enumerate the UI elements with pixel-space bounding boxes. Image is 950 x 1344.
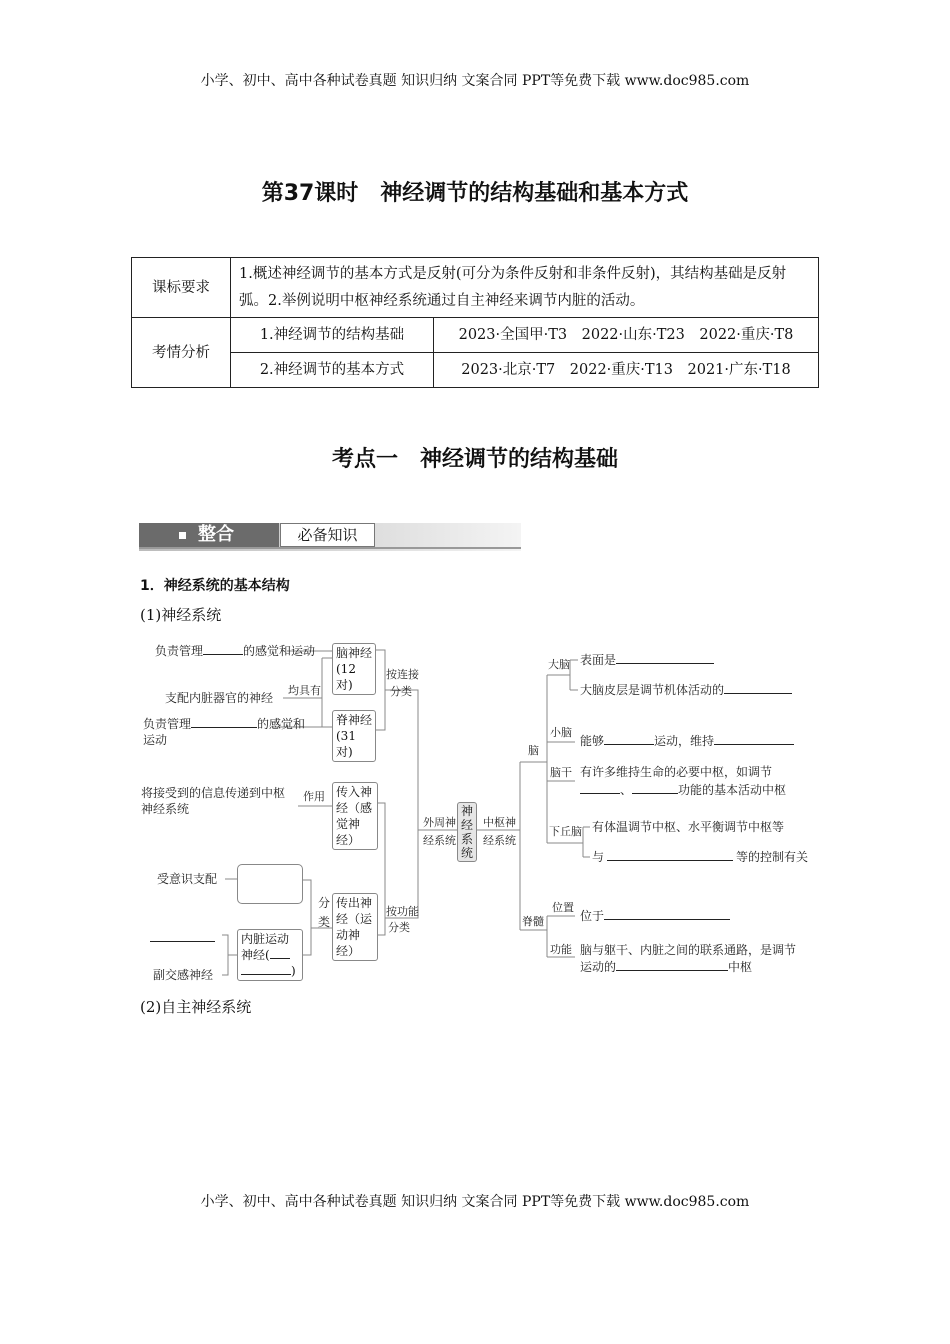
spinal-function-2: 运动的 中枢 [580, 960, 753, 974]
label-central: 中枢神 经系统 [483, 816, 516, 847]
blank-box [237, 864, 303, 904]
label-by-connection: 按连接 [386, 668, 419, 681]
label-both-have: 均具有 [288, 684, 321, 697]
label-spinal-function: 负责管理 的感觉和 运动 [143, 717, 306, 747]
label-cerebellum: 小脑 [550, 726, 572, 739]
label-brain: 脑 [528, 744, 539, 757]
cerebrum-1: 表面是 [580, 652, 714, 668]
lesson-title: 第37课时 神经调节的结构基础和基本方式 [261, 181, 689, 206]
heading-1-2: (2)自主神经系统 [140, 998, 252, 1016]
label-visceral: 支配内脏器官的神经 [165, 691, 274, 705]
curriculum-header: 课标要求 [132, 258, 231, 318]
label-parasympathetic: 副交感神经 [153, 968, 214, 982]
label-classify-2: 分类 [388, 921, 410, 934]
brainstem-2: 、 功能的基本活动中枢 [580, 782, 786, 798]
banner-left: 整合 [198, 524, 234, 545]
brainstem-1: 有许多维持生命的必要中枢，如调节 [580, 765, 773, 779]
curriculum-text: 1.概述神经调节的基本方式是反射(可分为条件反射和非条件反射)，其结构基础是反射弧。2.举例说明中枢神经系统通过自主神经来调节内脏的活动。 [231, 258, 819, 318]
spinal-position: 位于 [580, 908, 730, 924]
box-spinal-nerves: 脊神经 (31对) [332, 710, 376, 762]
label-afferent-function: 将接受到的信息传递到中枢 神经系统 [141, 786, 286, 816]
box-afferent: 传入神 经（感 觉神经） [332, 782, 378, 850]
label-cerebrum: 大脑 [548, 658, 570, 671]
heading-1-1: (1)神经系统 [140, 606, 222, 624]
refs-1: 2023·全国甲·T3 2022·山东·T23 2022·重庆·T8 [434, 318, 819, 353]
box-cranial-nerves: 脑神经 (12对) [332, 643, 376, 695]
refs-2: 2023·北京·T7 2022·重庆·T13 2021·广东·T18 [434, 353, 819, 388]
label-fen: 分 [318, 896, 331, 910]
topic-2: 2.神经调节的基本方式 [231, 353, 434, 388]
label-role: 作用 [303, 790, 325, 803]
cerebrum-2: 大脑皮层是调节机体活动的 [580, 682, 792, 698]
label-by-function: 按功能 [386, 905, 419, 918]
analysis-header: 考情分析 [132, 318, 231, 388]
hypothalamus-2: 与 等的控制有关 [592, 850, 809, 864]
label-spinal-cord: 脊髓 [522, 915, 544, 928]
page-header: 小学、初中、高中各种试卷真题 知识归纳 文案合同 PPT等免费下载 www.doc985.com [200, 73, 750, 89]
banner-right: 必备知识 [280, 523, 375, 547]
heading-1: 1．神经系统的基本结构 [140, 578, 290, 594]
page-footer: 小学、初中、高中各种试卷真题 知识归纳 文案合同 PPT等免费下载 www.doc985.com [200, 1194, 750, 1210]
label-peripheral: 外周神 经系统 [423, 816, 456, 847]
cerebellum-1: 能够 运动，维持 [580, 733, 794, 749]
box-visceral-motor: 内脏运动 神经( ) [237, 929, 303, 981]
box-nervous-system: 神 经 系 统 [457, 802, 477, 862]
spinal-function-1: 脑与躯干、内脏之间的联系通路，是调节 [580, 943, 797, 957]
section-title: 考点一 神经调节的结构基础 [331, 447, 618, 472]
label-hypothalamus: 下丘脑 [549, 825, 582, 838]
hypothalamus-1: 有体温调节中枢、水平衡调节中枢等 [592, 820, 785, 834]
label-cranial-function: 负责管理 的感觉和运动 [155, 644, 316, 658]
label-brainstem: 脑干 [550, 766, 572, 779]
label-function: 功能 [550, 943, 572, 956]
label-lei: 类 [318, 915, 331, 929]
topic-1: 1.神经调节的结构基础 [231, 318, 434, 353]
label-position: 位置 [552, 901, 574, 914]
blank-sympathetic [150, 930, 215, 942]
label-classify-1: 分类 [390, 685, 412, 698]
label-conscious: 受意识支配 [157, 872, 218, 886]
box-efferent: 传出神 经（运 动神经） [332, 893, 378, 961]
